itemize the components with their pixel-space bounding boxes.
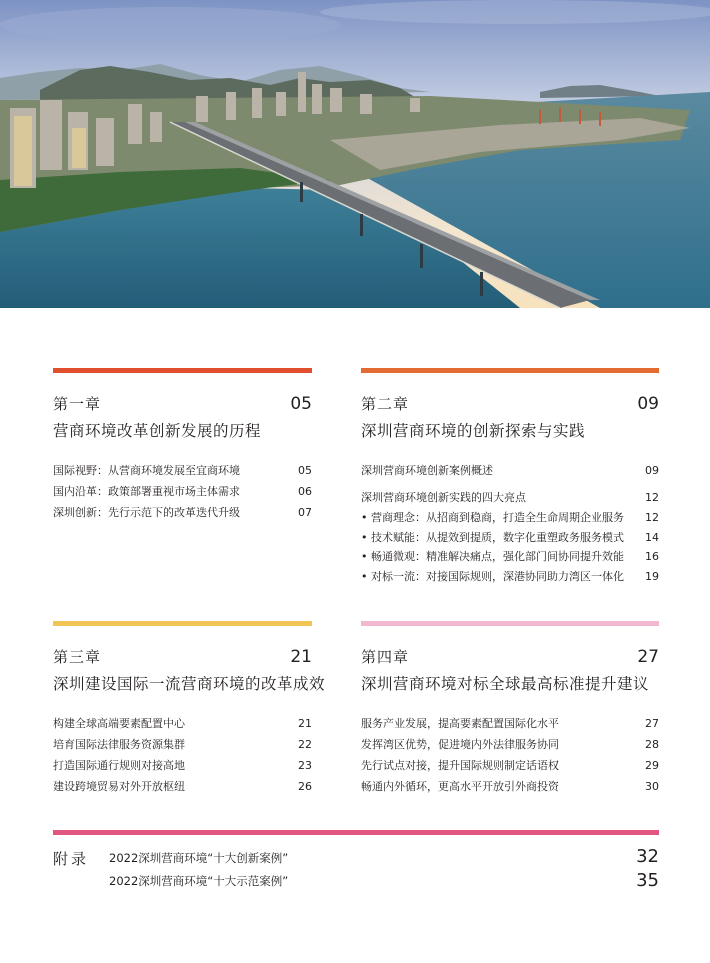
- chapter-3-color-bar: [53, 621, 312, 626]
- toc-entry-text: 国内沿革：政策部署重视市场主体需求: [53, 485, 240, 498]
- toc-entry[interactable]: [361, 776, 659, 797]
- toc-entry-page: 30: [645, 780, 659, 793]
- appendix-item-page: 32: [636, 846, 659, 867]
- toc-entry[interactable]: [53, 481, 312, 502]
- toc-entry-text: 建设跨境贸易对外开放枢纽: [53, 780, 185, 793]
- toc-entry-text: 构建全球高端要素配置中心: [53, 717, 185, 730]
- toc-entry-text: 深圳营商环境创新实践的四大亮点: [361, 491, 526, 504]
- chapter-2-page: 09: [637, 394, 659, 414]
- toc-entry-text: 深圳创新：先行示范下的改革迭代升级: [53, 506, 240, 519]
- appendix-item-text: 2022深圳营商环境“十大示范案例”: [109, 874, 289, 888]
- toc-entry[interactable]: [53, 713, 312, 734]
- toc-subentry[interactable]: [361, 547, 659, 567]
- chapter-3-page: 21: [290, 647, 312, 667]
- toc-entry-page: 09: [645, 464, 659, 477]
- toc-entry-page: 29: [645, 759, 659, 772]
- toc-entry-text: 先行试点对接，提升国际规则制定话语权: [361, 759, 559, 772]
- chapter-4-page: 27: [637, 647, 659, 667]
- toc-entry-text: 深圳营商环境创新案例概述: [361, 464, 493, 477]
- appendix-section: [53, 830, 659, 891]
- toc-entry-text: 服务产业发展，提高要素配置国际化水平: [361, 717, 559, 730]
- toc-entry-page: 12: [645, 511, 659, 524]
- chapter-1-label: 第一章: [53, 395, 102, 413]
- toc-entry-page: 14: [645, 530, 659, 544]
- toc-entry-page: 21: [298, 717, 312, 730]
- toc-entry-page: 27: [645, 717, 659, 730]
- toc-entry-text: • 对标一流：对接国际规则，深港协同助力湾区一体化: [361, 569, 624, 583]
- toc-entry[interactable]: [361, 755, 659, 776]
- toc-entry-page: 16: [645, 550, 659, 563]
- toc-entry[interactable]: [361, 734, 659, 755]
- chapter-4-title[interactable]: 深圳营商环境对标全球最高标准提升建议: [361, 675, 650, 693]
- chapter-4-label: 第四章: [361, 648, 410, 666]
- toc-entry-page: 05: [298, 464, 312, 477]
- toc-entry-page: 28: [645, 738, 659, 751]
- cover-photo: [0, 0, 710, 308]
- toc-entry[interactable]: [53, 460, 312, 481]
- chapter-2-title[interactable]: 深圳营商环境的创新探索与实践: [361, 422, 586, 440]
- appendix-item-text: 2022深圳营商环境“十大创新案例”: [109, 851, 289, 865]
- toc-subentry[interactable]: [361, 508, 659, 528]
- toc-entry-page: 06: [298, 485, 312, 498]
- chapter-1-section: [53, 368, 312, 523]
- toc-entry-page: 19: [645, 569, 659, 583]
- toc-entry-text: 畅通内外循环，更高水平开放引外商投资: [361, 780, 559, 793]
- chapter-2-label: 第二章: [361, 395, 410, 413]
- appendix-color-bar: [53, 830, 659, 835]
- toc-entry[interactable]: [53, 755, 312, 776]
- chapter-3-title[interactable]: 深圳建设国际一流营商环境的改革成效: [53, 675, 326, 693]
- toc-entry[interactable]: [361, 487, 659, 508]
- toc-entry[interactable]: [53, 502, 312, 523]
- toc-entry-text: • 技术赋能：从提效到提质，数字化重塑政务服务模式: [361, 530, 624, 544]
- toc-entry[interactable]: [53, 734, 312, 755]
- toc-entry-text: • 营商理念：从招商到稳商，打造全生命周期企业服务: [361, 511, 624, 524]
- toc-entry[interactable]: [361, 460, 659, 481]
- toc-entry-page: 12: [645, 491, 659, 504]
- toc-entry-text: 国际视野：从营商环境发展至宜商环境: [53, 464, 240, 477]
- toc-subentry[interactable]: [361, 528, 659, 548]
- toc-entry-page: 22: [298, 738, 312, 751]
- toc-entry[interactable]: [361, 713, 659, 734]
- chapter-3-label: 第三章: [53, 648, 102, 666]
- appendix-item-page: 35: [636, 870, 659, 891]
- chapter-3-section: [53, 621, 326, 797]
- toc-entry-page: 07: [298, 506, 312, 519]
- toc-entry[interactable]: [53, 776, 312, 797]
- chapter-2-color-bar: [361, 368, 659, 373]
- chapter-4-color-bar: [361, 621, 659, 626]
- toc-subentry[interactable]: [361, 567, 659, 587]
- toc-entry-text: 培育国际法律服务资源集群: [53, 738, 185, 751]
- chapter-1-title[interactable]: 营商环境改革创新发展的历程: [53, 422, 262, 440]
- appendix-label: 附录: [53, 850, 90, 868]
- chapter-1-page: 05: [290, 394, 312, 414]
- toc-entry-text: 发挥湾区优势，促进境内外法律服务协同: [361, 738, 559, 751]
- chapter-4-section: [361, 621, 659, 797]
- toc-entry-text: • 畅通微观：精准解决痛点，强化部门间协同提升效能: [361, 550, 624, 563]
- toc-entry-page: 23: [298, 759, 312, 772]
- toc-entry-text: 打造国际通行规则对接高地: [53, 759, 185, 772]
- chapter-1-color-bar: [53, 368, 312, 373]
- toc-entry-page: 26: [298, 780, 312, 793]
- chapter-2-section: [361, 368, 659, 586]
